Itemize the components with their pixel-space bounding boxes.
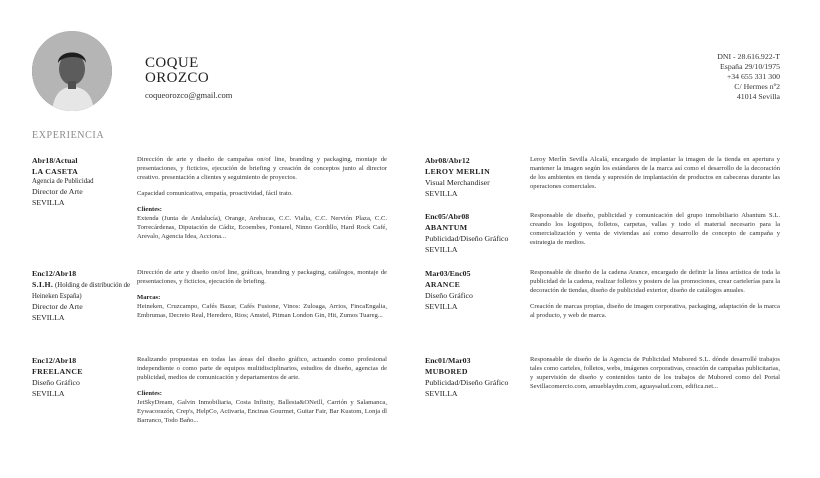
job-list-label: Clientes: — [137, 390, 162, 397]
job-description — [530, 355, 780, 398]
job-desc-paragraph: Creación de marcas propias, diseño de imagen corporativa, packaging, adaptación de la marca al producto, y web de marca. — [530, 303, 780, 319]
job-meta — [32, 268, 132, 323]
job-meta — [425, 355, 525, 399]
job-desc-paragraph: Dirección de arte y diseño on/of line, gráficas, branding y packaging, catálogos, montaje de presentaciones, y ficticios, ejecución de briefing. — [137, 269, 387, 285]
job-city: SEVILLA — [32, 198, 65, 207]
job-period: Enc01/Mar03 — [425, 356, 471, 365]
job-meta — [32, 155, 132, 208]
job-period: Abr08/Abr12 — [425, 156, 470, 165]
job-list: Extenda (Junta de Andalucía), Orange, Arehucas, C.C. Vialia, C.C. Nervión Plaza, C.C. Torrecárdenas, Diputación de Cádiz, Ecoembes, Fontarel, Ninno Gordillo, Hard Rock Café, Arevalo, Agencia Idea, Acciona... — [137, 215, 387, 240]
job-desc-paragraph: Dirección de arte y diseño de campañas on/of line, branding y packaging, montaje de presentaciones, y ficticios, ejecución de briefing y creación de conceptos junto al director creativo. presentación a clientes y seguimiento de proyectos. — [137, 156, 387, 181]
job-role: Visual Merchandiser — [425, 178, 490, 187]
job-list-label: Clientes: — [137, 206, 162, 213]
job-role: Diseño Gráfico — [32, 378, 80, 387]
last-name: OROZCO — [145, 70, 210, 86]
job-description — [530, 211, 780, 254]
job-company: MUBORED — [425, 367, 468, 376]
job-meta — [425, 268, 525, 312]
job-company: S.I.H. — [32, 280, 54, 289]
portrait-icon — [32, 31, 112, 111]
job-meta — [32, 355, 132, 399]
dni-line: DNI - 28.616.922-T — [717, 52, 780, 61]
job-description — [530, 268, 780, 327]
phone-line: +34 655 331 300 — [726, 72, 780, 81]
job-role: Director de Arte — [32, 187, 83, 196]
job-desc-paragraph: Leroy Merlín Sevilla Alcalá, encargado de implantar la imagen de la tienda en apertura y mantener la imagen según los estándares de la marca así como el desarrollo de la decoración de los ambientes en tienda y supresión de implantación de productos en cabeceras durante las operaciones comerciales. — [530, 156, 780, 190]
full-name — [145, 56, 209, 86]
job-city: SEVILLA — [425, 302, 458, 311]
job-period: Enc05/Abr08 — [425, 212, 470, 221]
job-list-label: Marcas: — [137, 294, 161, 301]
first-name: COQUE — [145, 55, 199, 71]
job-subtitle: (Holding de distribución de Heineken España) — [32, 282, 130, 300]
job-period: Enc12/Abr18 — [32, 269, 77, 278]
job-role: Publicidad/Diseño Gráfico — [425, 234, 509, 243]
section-title: EXPERIENCIA — [32, 130, 105, 141]
job-company: FREELANCE — [32, 367, 83, 376]
email-link[interactable]: coqueorozco@gmail.com — [145, 90, 233, 100]
job-desc-paragraph: Responsable de diseño de la cadena Arance, encargado de definir la línea artística de toda la publicidad de la cadena, realizar folletos y posters de las promociones, crear cartelerías para la decoración de tiendas, diseño de publicidad exterior, diseño de catálogos anuales. — [530, 269, 780, 294]
job-city: SEVILLA — [425, 389, 458, 398]
job-company: ABANTUM — [425, 223, 468, 232]
job-description — [137, 155, 387, 248]
street-line: C/ Hermes nº2 — [734, 82, 780, 91]
job-period: Enc12/Abr18 — [32, 356, 77, 365]
city-line: 41014 Sevilla — [736, 92, 780, 101]
job-description — [137, 268, 387, 327]
job-list: JetSkyDream, Galvin Inmobiliaria, Costa Infinity, Ballesta&ONeill, Carrión y Salamanca, Eywacorazón, Crep's, HelpCo, Activaria, Encinas Gourmet, Guitar Fair, Bar Kustom, Lonja dl Barranco, Todo Baño... — [137, 399, 387, 424]
job-company: ARANCE — [425, 280, 461, 289]
job-description — [137, 355, 387, 432]
job-period: Abr18/Actual — [32, 156, 78, 165]
profile-photo — [32, 31, 112, 111]
job-period: Mar03/Enc05 — [425, 269, 471, 278]
job-description — [530, 155, 780, 198]
job-role: Director de Arte — [32, 302, 83, 311]
job-desc-paragraph: Responsable de diseño, publicidad y comunicación del grupo inmobiliario Abantum S.L. creando los logotipos, folletos, carpetas, vallas y todo el material necesario para la comercialización y venta de viviendas así como desarrollo de concepto de campaña y estrategia de medios. — [530, 212, 780, 246]
job-subtitle: Agencia de Publicidad — [32, 178, 94, 185]
job-city: SEVILLA — [425, 245, 458, 254]
job-meta — [425, 211, 525, 255]
job-company: LA CASETA — [32, 167, 79, 176]
birth-line: España 29/10/1975 — [720, 62, 780, 71]
job-city: SEVILLA — [425, 189, 458, 198]
job-role: Diseño Gráfico — [425, 291, 473, 300]
job-meta — [425, 155, 525, 199]
contact-block — [717, 52, 780, 102]
job-desc-paragraph: Realizando propuestas en todas las áreas del diseño gráfico, actuando como profesional independiente o como parte de equipos multidisciplinarios, estudios de diseño, agencias de publicidad, medios de comunicación y departamentos de arte. — [137, 356, 387, 381]
job-role: Publicidad/Diseño Gráfico — [425, 378, 509, 387]
job-desc-paragraph: Responsable de diseño de la Agencia de Publicidad Mubored S.L. dónde desarrollé trabajos tales como carteles, folletos, webs, imágenes corporativas, creación de campañas publicitarias, y supervisión de diseño y contenidos tanto de los trabajos de Mubored como del Portal Sevillacomercio.com, amueblaydm.com, aguaysalud.com, edifica.net... — [530, 356, 780, 390]
job-city: SEVILLA — [32, 313, 65, 322]
job-desc-paragraph: Capacidad comunicativa, empatía, proactividad, fácil trato. — [137, 190, 293, 197]
job-company: LEROY MERLIN — [425, 167, 491, 176]
job-city: SEVILLA — [32, 389, 65, 398]
job-list: Heineken, Cruzcampo, Cafés Bazar, Cafés Fusione, Vinos: Zuloaga, Arrios, FincaEngalia, Embrumas, Decreto Real, Heredero, Rios; Amstel, Pitman London Gin, Hit, Zumos Tuareg... — [137, 303, 387, 319]
